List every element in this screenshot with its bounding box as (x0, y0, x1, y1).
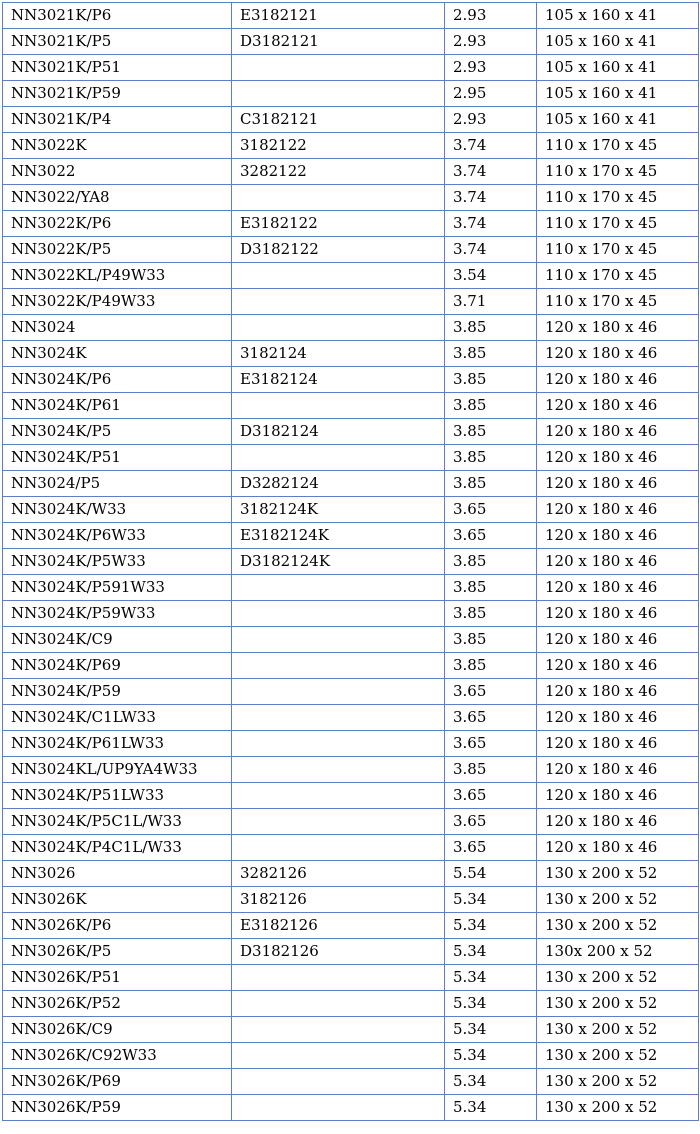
model-cell: NN3022KL/P49W33 (3, 263, 232, 289)
weight-cell: 3.85 (445, 471, 537, 497)
table-row (3, 263, 699, 289)
code-cell (232, 809, 445, 835)
table-row (3, 107, 699, 133)
code-cell: 3282126 (232, 861, 445, 887)
dimensions-cell: 120 x 180 x 46 (537, 367, 699, 393)
table-row (3, 835, 699, 861)
dimensions-cell: 110 x 170 x 45 (537, 263, 699, 289)
weight-cell: 3.65 (445, 809, 537, 835)
code-cell (232, 627, 445, 653)
code-cell: E3182122 (232, 211, 445, 237)
code-cell: D3182126 (232, 939, 445, 965)
dimensions-cell: 130 x 200 x 52 (537, 887, 699, 913)
table-row (3, 237, 699, 263)
dimensions-cell: 120 x 180 x 46 (537, 445, 699, 471)
dimensions-cell: 120 x 180 x 46 (537, 497, 699, 523)
weight-cell: 3.54 (445, 263, 537, 289)
model-cell: NN3026K/P69 (3, 1069, 232, 1095)
weight-cell: 3.65 (445, 497, 537, 523)
weight-cell: 5.34 (445, 965, 537, 991)
model-cell: NN3021K/P6 (3, 3, 232, 29)
dimensions-cell: 130x 200 x 52 (537, 939, 699, 965)
model-cell: NN3024K/W33 (3, 497, 232, 523)
code-cell (232, 263, 445, 289)
weight-cell: 5.34 (445, 1069, 537, 1095)
dimensions-cell: 120 x 180 x 46 (537, 757, 699, 783)
weight-cell: 5.54 (445, 861, 537, 887)
table-row (3, 731, 699, 757)
model-cell: NN3022K/P49W33 (3, 289, 232, 315)
code-cell (232, 757, 445, 783)
code-cell: D3182121 (232, 29, 445, 55)
model-cell: NN3024K/P4C1L/W33 (3, 835, 232, 861)
dimensions-cell: 120 x 180 x 46 (537, 393, 699, 419)
table-row (3, 367, 699, 393)
weight-cell: 3.65 (445, 523, 537, 549)
code-cell (232, 783, 445, 809)
table-row (3, 679, 699, 705)
table-row (3, 549, 699, 575)
dimensions-cell: 120 x 180 x 46 (537, 783, 699, 809)
model-cell: NN3022/YA8 (3, 185, 232, 211)
weight-cell: 3.85 (445, 367, 537, 393)
model-cell: NN3024K/P59 (3, 679, 232, 705)
model-cell: NN3026K (3, 887, 232, 913)
table-row (3, 965, 699, 991)
code-cell (232, 575, 445, 601)
weight-cell: 3.85 (445, 419, 537, 445)
code-cell (232, 601, 445, 627)
model-cell: NN3024K/P69 (3, 653, 232, 679)
table-row (3, 211, 699, 237)
model-cell: NN3026K/P52 (3, 991, 232, 1017)
weight-cell: 3.85 (445, 393, 537, 419)
model-cell: NN3024K/P61 (3, 393, 232, 419)
weight-cell: 3.74 (445, 211, 537, 237)
dimensions-cell: 120 x 180 x 46 (537, 315, 699, 341)
table-row (3, 991, 699, 1017)
code-cell: C3182121 (232, 107, 445, 133)
bearing-spec-table (2, 2, 699, 1121)
code-cell: E3182124K (232, 523, 445, 549)
table-row (3, 653, 699, 679)
dimensions-cell: 105 x 160 x 41 (537, 29, 699, 55)
weight-cell: 3.85 (445, 653, 537, 679)
dimensions-cell: 110 x 170 x 45 (537, 289, 699, 315)
code-cell (232, 1095, 445, 1121)
dimensions-cell: 130 x 200 x 52 (537, 991, 699, 1017)
code-cell (232, 991, 445, 1017)
weight-cell: 3.85 (445, 315, 537, 341)
table-row (3, 757, 699, 783)
table-row (3, 185, 699, 211)
dimensions-cell: 120 x 180 x 46 (537, 549, 699, 575)
weight-cell: 5.34 (445, 939, 537, 965)
code-cell: E3182124 (232, 367, 445, 393)
table-row (3, 289, 699, 315)
table-row (3, 393, 699, 419)
table-row (3, 887, 699, 913)
weight-cell: 3.85 (445, 341, 537, 367)
dimensions-cell: 120 x 180 x 46 (537, 575, 699, 601)
dimensions-cell: 105 x 160 x 41 (537, 3, 699, 29)
weight-cell: 2.95 (445, 81, 537, 107)
dimensions-cell: 110 x 170 x 45 (537, 185, 699, 211)
code-cell: 3282122 (232, 159, 445, 185)
dimensions-cell: 120 x 180 x 46 (537, 419, 699, 445)
code-cell (232, 731, 445, 757)
table-row (3, 81, 699, 107)
table-row (3, 55, 699, 81)
model-cell: NN3024K/P6 (3, 367, 232, 393)
table-row (3, 497, 699, 523)
dimensions-cell: 105 x 160 x 41 (537, 107, 699, 133)
table-row (3, 341, 699, 367)
weight-cell: 5.34 (445, 1095, 537, 1121)
model-cell: NN3026K/P5 (3, 939, 232, 965)
model-cell: NN3024K/P61LW33 (3, 731, 232, 757)
model-cell: NN3024K/P5W33 (3, 549, 232, 575)
dimensions-cell: 110 x 170 x 45 (537, 237, 699, 263)
dimensions-cell: 130 x 200 x 52 (537, 1043, 699, 1069)
table-row (3, 601, 699, 627)
model-cell: NN3024K/P59W33 (3, 601, 232, 627)
dimensions-cell: 130 x 200 x 52 (537, 1069, 699, 1095)
model-cell: NN3022K/P5 (3, 237, 232, 263)
code-cell: E3182121 (232, 3, 445, 29)
model-cell: NN3026K/C92W33 (3, 1043, 232, 1069)
code-cell (232, 445, 445, 471)
table-row (3, 627, 699, 653)
table-row (3, 783, 699, 809)
model-cell: NN3021K/P5 (3, 29, 232, 55)
dimensions-cell: 120 x 180 x 46 (537, 835, 699, 861)
table-row (3, 445, 699, 471)
code-cell (232, 185, 445, 211)
code-cell: 3182124 (232, 341, 445, 367)
table-row (3, 1095, 699, 1121)
code-cell (232, 835, 445, 861)
table-row (3, 3, 699, 29)
model-cell: NN3024K/C9 (3, 627, 232, 653)
dimensions-cell: 110 x 170 x 45 (537, 211, 699, 237)
weight-cell: 3.85 (445, 445, 537, 471)
model-cell: NN3026 (3, 861, 232, 887)
code-cell: D3182124K (232, 549, 445, 575)
model-cell: NN3024K (3, 341, 232, 367)
table-row (3, 133, 699, 159)
model-cell: NN3024 (3, 315, 232, 341)
weight-cell: 3.65 (445, 835, 537, 861)
code-cell (232, 653, 445, 679)
weight-cell: 3.65 (445, 705, 537, 731)
table-row (3, 471, 699, 497)
weight-cell: 3.85 (445, 601, 537, 627)
dimensions-cell: 130 x 200 x 52 (537, 1017, 699, 1043)
table-row (3, 939, 699, 965)
table-row (3, 1043, 699, 1069)
code-cell: D3182124 (232, 419, 445, 445)
dimensions-cell: 130 x 200 x 52 (537, 913, 699, 939)
table-row (3, 861, 699, 887)
weight-cell: 5.34 (445, 991, 537, 1017)
weight-cell: 3.71 (445, 289, 537, 315)
weight-cell: 3.85 (445, 757, 537, 783)
model-cell: NN3022K/P6 (3, 211, 232, 237)
code-cell (232, 1069, 445, 1095)
dimensions-cell: 130 x 200 x 52 (537, 965, 699, 991)
dimensions-cell: 120 x 180 x 46 (537, 341, 699, 367)
code-cell (232, 393, 445, 419)
weight-cell: 5.34 (445, 887, 537, 913)
model-cell: NN3024K/P591W33 (3, 575, 232, 601)
dimensions-cell: 120 x 180 x 46 (537, 523, 699, 549)
table-row (3, 575, 699, 601)
table-row (3, 705, 699, 731)
model-cell: NN3024/P5 (3, 471, 232, 497)
weight-cell: 3.74 (445, 133, 537, 159)
weight-cell: 3.65 (445, 679, 537, 705)
table-row (3, 1069, 699, 1095)
code-cell (232, 55, 445, 81)
weight-cell: 5.34 (445, 1017, 537, 1043)
code-cell (232, 679, 445, 705)
code-cell: D3282124 (232, 471, 445, 497)
code-cell (232, 1043, 445, 1069)
code-cell: D3182122 (232, 237, 445, 263)
model-cell: NN3021K/P51 (3, 55, 232, 81)
model-cell: NN3024K/P51 (3, 445, 232, 471)
weight-cell: 3.65 (445, 783, 537, 809)
model-cell: NN3026K/P59 (3, 1095, 232, 1121)
model-cell: NN3024K/P5 (3, 419, 232, 445)
dimensions-cell: 120 x 180 x 46 (537, 679, 699, 705)
weight-cell: 5.34 (445, 913, 537, 939)
dimensions-cell: 120 x 180 x 46 (537, 731, 699, 757)
model-cell: NN3022 (3, 159, 232, 185)
dimensions-cell: 105 x 160 x 41 (537, 55, 699, 81)
dimensions-cell: 120 x 180 x 46 (537, 471, 699, 497)
model-cell: NN3024K/P5C1L/W33 (3, 809, 232, 835)
weight-cell: 3.85 (445, 549, 537, 575)
model-cell: NN3026K/P6 (3, 913, 232, 939)
table-row (3, 29, 699, 55)
model-cell: NN3024K/C1LW33 (3, 705, 232, 731)
dimensions-cell: 110 x 170 x 45 (537, 159, 699, 185)
weight-cell: 5.34 (445, 1043, 537, 1069)
code-cell (232, 81, 445, 107)
table-row (3, 159, 699, 185)
dimensions-cell: 120 x 180 x 46 (537, 705, 699, 731)
weight-cell: 3.85 (445, 627, 537, 653)
model-cell: NN3024KL/UP9YA4W33 (3, 757, 232, 783)
model-cell: NN3026K/P51 (3, 965, 232, 991)
weight-cell: 2.93 (445, 107, 537, 133)
weight-cell: 3.74 (445, 159, 537, 185)
model-cell: NN3021K/P4 (3, 107, 232, 133)
table-row (3, 523, 699, 549)
code-cell (232, 289, 445, 315)
dimensions-cell: 105 x 160 x 41 (537, 81, 699, 107)
weight-cell: 3.65 (445, 731, 537, 757)
model-cell: NN3022K (3, 133, 232, 159)
model-cell: NN3024K/P6W33 (3, 523, 232, 549)
weight-cell: 2.93 (445, 3, 537, 29)
dimensions-cell: 120 x 180 x 46 (537, 601, 699, 627)
table-row (3, 419, 699, 445)
table-row (3, 1017, 699, 1043)
code-cell: 3182124K (232, 497, 445, 523)
weight-cell: 3.85 (445, 575, 537, 601)
code-cell (232, 965, 445, 991)
weight-cell: 2.93 (445, 55, 537, 81)
model-cell: NN3026K/C9 (3, 1017, 232, 1043)
model-cell: NN3024K/P51LW33 (3, 783, 232, 809)
dimensions-cell: 130 x 200 x 52 (537, 1095, 699, 1121)
weight-cell: 2.93 (445, 29, 537, 55)
code-cell: E3182126 (232, 913, 445, 939)
weight-cell: 3.74 (445, 237, 537, 263)
code-cell (232, 315, 445, 341)
dimensions-cell: 120 x 180 x 46 (537, 809, 699, 835)
dimensions-cell: 130 x 200 x 52 (537, 861, 699, 887)
table-row (3, 809, 699, 835)
table-row (3, 913, 699, 939)
dimensions-cell: 110 x 170 x 45 (537, 133, 699, 159)
code-cell (232, 705, 445, 731)
dimensions-cell: 120 x 180 x 46 (537, 627, 699, 653)
table-body (3, 3, 699, 1121)
dimensions-cell: 120 x 180 x 46 (537, 653, 699, 679)
weight-cell: 3.74 (445, 185, 537, 211)
code-cell: 3182126 (232, 887, 445, 913)
model-cell: NN3021K/P59 (3, 81, 232, 107)
code-cell: 3182122 (232, 133, 445, 159)
code-cell (232, 1017, 445, 1043)
table-row (3, 315, 699, 341)
